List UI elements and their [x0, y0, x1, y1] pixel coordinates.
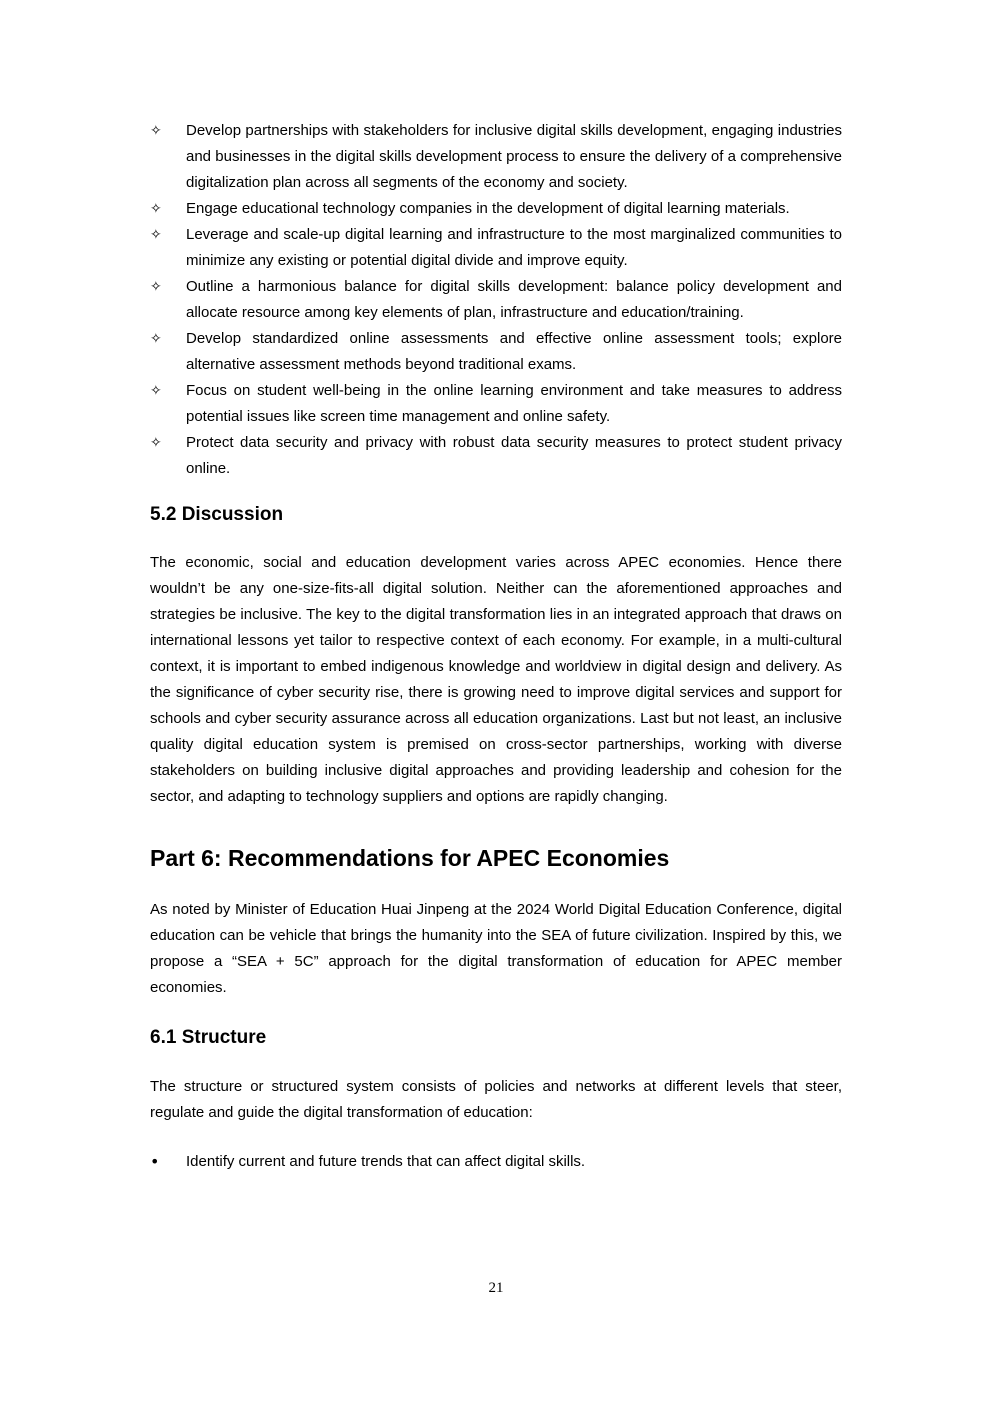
list-item-text: Outline a harmonious balance for digital skills development: balance policy development and allocate resource among key elements of plan, infrastructure and education/training.	[186, 278, 842, 321]
list-item-text: Engage educational technology companies in the development of digital learning materials.	[186, 200, 790, 217]
discussion-paragraph: The economic, social and education development varies across APEC economies. Hence there wouldn’t be any one-size-fits-all digital solution. Neither can the aforementioned approaches and strategies be inclusive. The key to the digital transformation lies in an integrated approach that draws on international lessons yet tailor to respective context of each economy. For example, in a multi-cultural context, it is important to embed indigenous knowledge and worldview in digital design and delivery. As the significance of cyber security rise, there is growing need to improve digital services and support for schools and cyber security assurance across all education organizations. Last but not least, an inclusive quality digital education system is premised on cross-sector partnerships, working with diverse stakeholders on building inclusive digital approaches and providing leadership and cohesion for the sector, and adapting to technology suppliers and options are rapidly changing.	[150, 554, 842, 805]
section-heading-structure: 6.1 Structure	[150, 1027, 267, 1048]
page-number: 21	[488, 1280, 504, 1296]
structure-paragraph: The structure or structured system consists of policies and networks at different levels that steer, regulate and guide the digital transformation of education:	[150, 1078, 842, 1121]
structure-bullet-list	[150, 1149, 842, 1175]
diamond-star-icon: ✧	[150, 383, 162, 399]
diamond-star-icon: ✧	[150, 201, 162, 217]
list-item	[150, 274, 842, 326]
diamond-star-icon: ✧	[150, 123, 162, 139]
list-item	[150, 430, 842, 482]
list-item-text: Focus on student well-being in the online learning environment and take measures to address potential issues like screen time management and online safety.	[186, 382, 842, 425]
diamond-star-icon: ✧	[150, 331, 162, 347]
list-item-text: Identify current and future trends that can affect digital skills.	[186, 1153, 586, 1170]
list-item	[150, 1149, 842, 1175]
list-item	[150, 196, 842, 222]
list-item-text: Develop partnerships with stakeholders for inclusive digital skills development, engaging industries and businesses in the digital skills development process to ensure the delivery of a comprehensive digitalization plan across all segments of the economy and society.	[186, 122, 842, 191]
diamond-star-icon: ✧	[150, 435, 162, 451]
recommendations-intro-paragraph: As noted by Minister of Education Huai Jinpeng at the 2024 World Digital Education Conference, digital education can be vehicle that brings the humanity into the SEA of future civilization. Inspired by this, we propose a “SEA + 5C” approach for the digital transformation of education for APEC member economies.	[150, 901, 842, 996]
list-item-text: Leverage and scale-up digital learning and infrastructure to the most marginalized communities to minimize any existing or potential digital divide and improve equity.	[186, 226, 842, 269]
list-item	[150, 326, 842, 378]
list-item	[150, 222, 842, 274]
page-content	[150, 118, 842, 1175]
section-heading-discussion: 5.2 Discussion	[150, 504, 284, 525]
diamond-star-icon: ✧	[150, 279, 162, 295]
list-item-text: Protect data security and privacy with robust data security measures to protect student privacy online.	[186, 434, 842, 477]
part-heading-recommendations: Part 6: Recommendations for APEC Economies	[150, 845, 670, 871]
list-item	[150, 118, 842, 196]
recommendation-bullet-list	[150, 118, 842, 482]
list-item	[150, 378, 842, 430]
bullet-dot-icon: •	[150, 1152, 160, 1171]
diamond-star-icon: ✧	[150, 227, 162, 243]
list-item-text: Develop standardized online assessments and effective online assessment tools; explore alternative assessment methods beyond traditional exams.	[186, 330, 842, 373]
